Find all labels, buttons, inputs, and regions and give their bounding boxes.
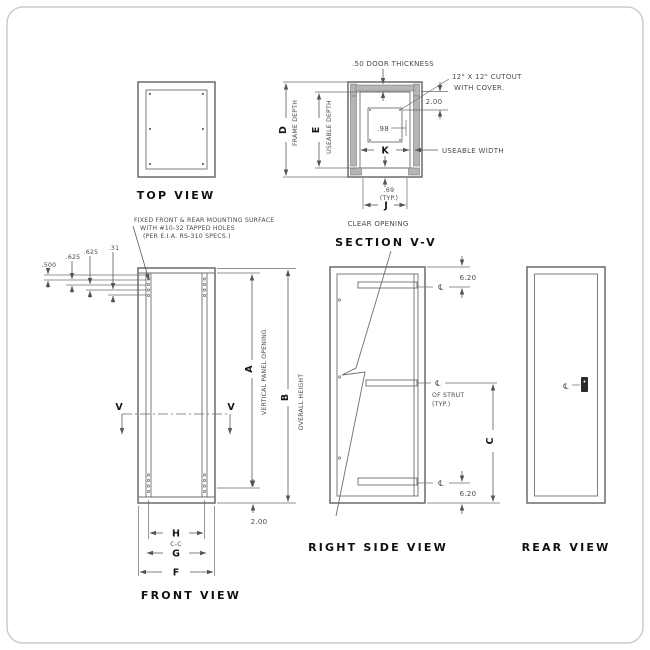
useable-width-label: USEABLE WIDTH bbox=[442, 147, 504, 155]
top-view-label: TOP VIEW bbox=[136, 189, 216, 202]
hole bbox=[338, 376, 340, 378]
vertical-panel-opening-label: VERTICAL PANEL OPENING bbox=[261, 329, 268, 415]
cutting-plane-trace bbox=[336, 251, 391, 516]
tapped-hole bbox=[147, 474, 149, 476]
bottom-flange bbox=[351, 168, 362, 175]
latch-hole bbox=[584, 381, 586, 383]
mounting-note-line1: FIXED FRONT & REAR MOUNTING SURFACE bbox=[134, 217, 275, 224]
corner-block bbox=[414, 84, 420, 96]
section-vv bbox=[278, 60, 522, 249]
door-panel bbox=[356, 85, 414, 91]
tapped-hole bbox=[203, 479, 205, 481]
rear-view bbox=[522, 267, 611, 554]
of-strut-note-line2: (TYP.) bbox=[432, 401, 451, 408]
tapped-holes bbox=[147, 278, 205, 493]
rear-view-label: REAR VIEW bbox=[521, 541, 611, 554]
of-strut-note-line1: OF STRUT bbox=[432, 392, 465, 399]
tapped-hole bbox=[203, 474, 205, 476]
cutout-note-line2: WITH COVER. bbox=[454, 84, 505, 92]
dim-625b: .625 bbox=[83, 249, 99, 256]
dim-2-00: 2.00 bbox=[250, 518, 268, 526]
tapped-hole bbox=[147, 479, 149, 481]
hole bbox=[338, 299, 340, 301]
corner-mark bbox=[202, 128, 204, 130]
dim-e: E bbox=[311, 126, 322, 134]
outline bbox=[330, 267, 425, 503]
front-view-label: FRONT VIEW bbox=[140, 589, 242, 602]
door-thickness-note: .50 DOOR THICKNESS bbox=[352, 60, 434, 68]
right-side-view-label: RIGHT SIDE VIEW bbox=[308, 541, 448, 554]
outline bbox=[138, 268, 215, 503]
cutout-note-line1: 12" X 12" CUTOUT bbox=[452, 73, 522, 81]
centerline-symbol: ℄ bbox=[563, 382, 569, 391]
dim-31: .31 bbox=[108, 245, 120, 252]
centerline-symbol: ℄ bbox=[438, 283, 444, 292]
dim-b: B bbox=[280, 393, 291, 402]
dim-c: C bbox=[485, 437, 496, 445]
strut bbox=[358, 282, 417, 288]
latch bbox=[581, 377, 588, 392]
side-rail bbox=[351, 96, 357, 166]
corner-mark bbox=[202, 163, 204, 165]
dim-g: G bbox=[172, 548, 180, 560]
tapped-hole bbox=[147, 289, 149, 291]
corner-mark bbox=[149, 128, 151, 130]
useable-depth-label: USEABLE DEPTH bbox=[326, 100, 333, 154]
frame-depth-label: FRAME DEPTH bbox=[292, 99, 299, 147]
overall-height-label: OVERALL HEIGHT bbox=[298, 373, 305, 431]
dim-k: K bbox=[381, 145, 389, 157]
side-rail bbox=[414, 96, 420, 166]
tapped-hole bbox=[203, 278, 205, 280]
dim-69: .69 bbox=[383, 187, 395, 194]
centerline-symbol: ℄ bbox=[435, 379, 441, 388]
right-side-view bbox=[308, 251, 500, 554]
cover-screw bbox=[369, 109, 371, 111]
corner-marks bbox=[149, 93, 204, 165]
dim-620-top: 6.20 bbox=[459, 274, 477, 282]
clear-opening-label: CLEAR OPENING bbox=[347, 220, 409, 228]
cover-screw bbox=[369, 139, 371, 141]
corner-mark bbox=[149, 163, 151, 165]
dim-a: A bbox=[244, 365, 255, 373]
tapped-hole bbox=[147, 490, 149, 492]
tapped-hole bbox=[203, 294, 205, 296]
tapped-hole bbox=[203, 485, 205, 487]
dim-625a: .625 bbox=[65, 254, 81, 261]
hole bbox=[338, 457, 340, 459]
top-view bbox=[137, 82, 216, 202]
inner-outline bbox=[337, 274, 418, 496]
section-marker-right: V bbox=[227, 402, 235, 413]
corner-block bbox=[351, 84, 357, 96]
mounting-note-line2: WITH #10-32 TAPPED HOLES bbox=[140, 225, 235, 232]
tapped-hole bbox=[203, 490, 205, 492]
dim-69-typ: (TYP.) bbox=[379, 195, 399, 202]
tapped-hole bbox=[203, 283, 205, 285]
dim-98: .98 bbox=[376, 125, 390, 133]
strut bbox=[366, 380, 417, 386]
dim-d: D bbox=[278, 126, 289, 134]
dim-2-00: 2.00 bbox=[425, 98, 443, 106]
tapped-hole bbox=[203, 289, 205, 291]
cover-screw bbox=[399, 139, 401, 141]
section-vv-label: SECTION V-V bbox=[335, 236, 437, 249]
dim-620-bottom: 6.20 bbox=[459, 490, 477, 498]
strut bbox=[358, 478, 417, 485]
tapped-hole bbox=[147, 283, 149, 285]
inner-outline bbox=[146, 90, 207, 169]
dim-500: .500 bbox=[41, 262, 57, 269]
corner-mark bbox=[149, 93, 151, 95]
mounting-note-line3: (PER E.I.A. RS-310 SPECS.) bbox=[143, 233, 231, 240]
bottom-flange bbox=[409, 168, 420, 175]
dim-f: F bbox=[172, 567, 180, 579]
dim-h-sub: C-C bbox=[170, 541, 182, 548]
centerline-symbol: ℄ bbox=[438, 479, 444, 488]
tapped-hole bbox=[147, 294, 149, 296]
section-marker-left: V bbox=[115, 402, 123, 413]
dim-h: H bbox=[172, 528, 180, 540]
front-view bbox=[42, 217, 305, 602]
corner-mark bbox=[202, 93, 204, 95]
dim-j: J bbox=[384, 200, 388, 212]
tapped-hole bbox=[147, 485, 149, 487]
